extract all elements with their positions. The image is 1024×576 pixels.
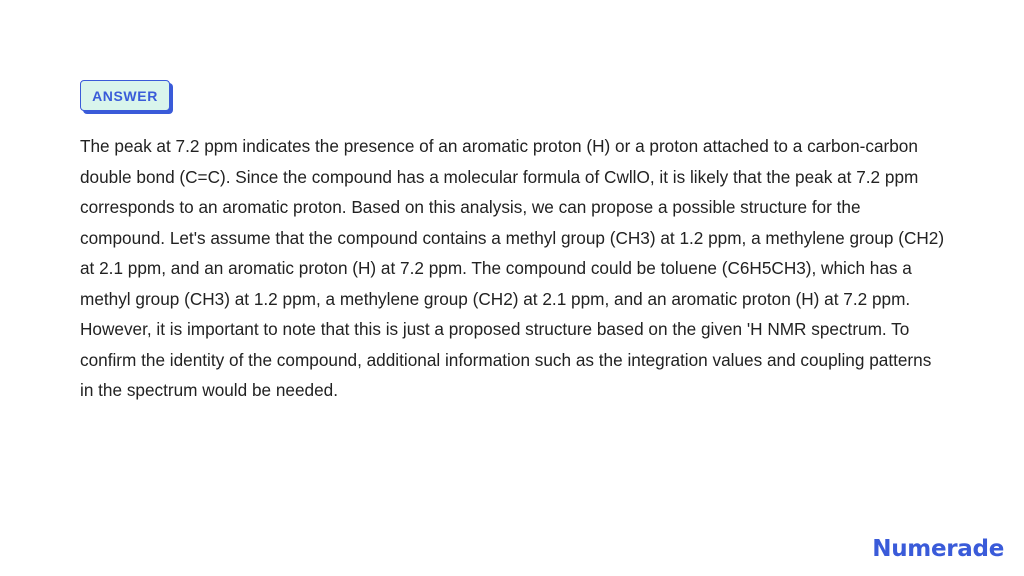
- numerade-logo: Numerade: [872, 536, 1004, 562]
- answer-badge-label: ANSWER: [92, 87, 158, 104]
- answer-badge: [80, 80, 170, 111]
- answer-text: The peak at 7.2 ppm indicates the presence of an aromatic proton (H) or a proton attached to a carbon-carbon double bond (C=C). Since the compound has a molecular formula of CwllO, it is likely that the peak at 7.2 ppm corresponds to an aromatic proton. Based on this analysis, we can propose a possible structure for the compound. Let's assume that the compound contains a methyl group (CH3) at 1.2 ppm, a methylene group (CH2) at 2.1 ppm, and an aromatic proton (H) at 7.2 ppm. The compound could be toluene (C6H5CH3), which has a methyl group (CH3) at 1.2 ppm, a methylene group (CH2) at 2.1 ppm, and an aromatic proton (H) at 7.2 ppm. However, it is important to note that this is just a proposed structure based on the given 'H NMR spectrum. To confirm the identity of the compound, additional information such as the integration values and coupling patterns in the spectrum would be needed.: [80, 136, 945, 400]
